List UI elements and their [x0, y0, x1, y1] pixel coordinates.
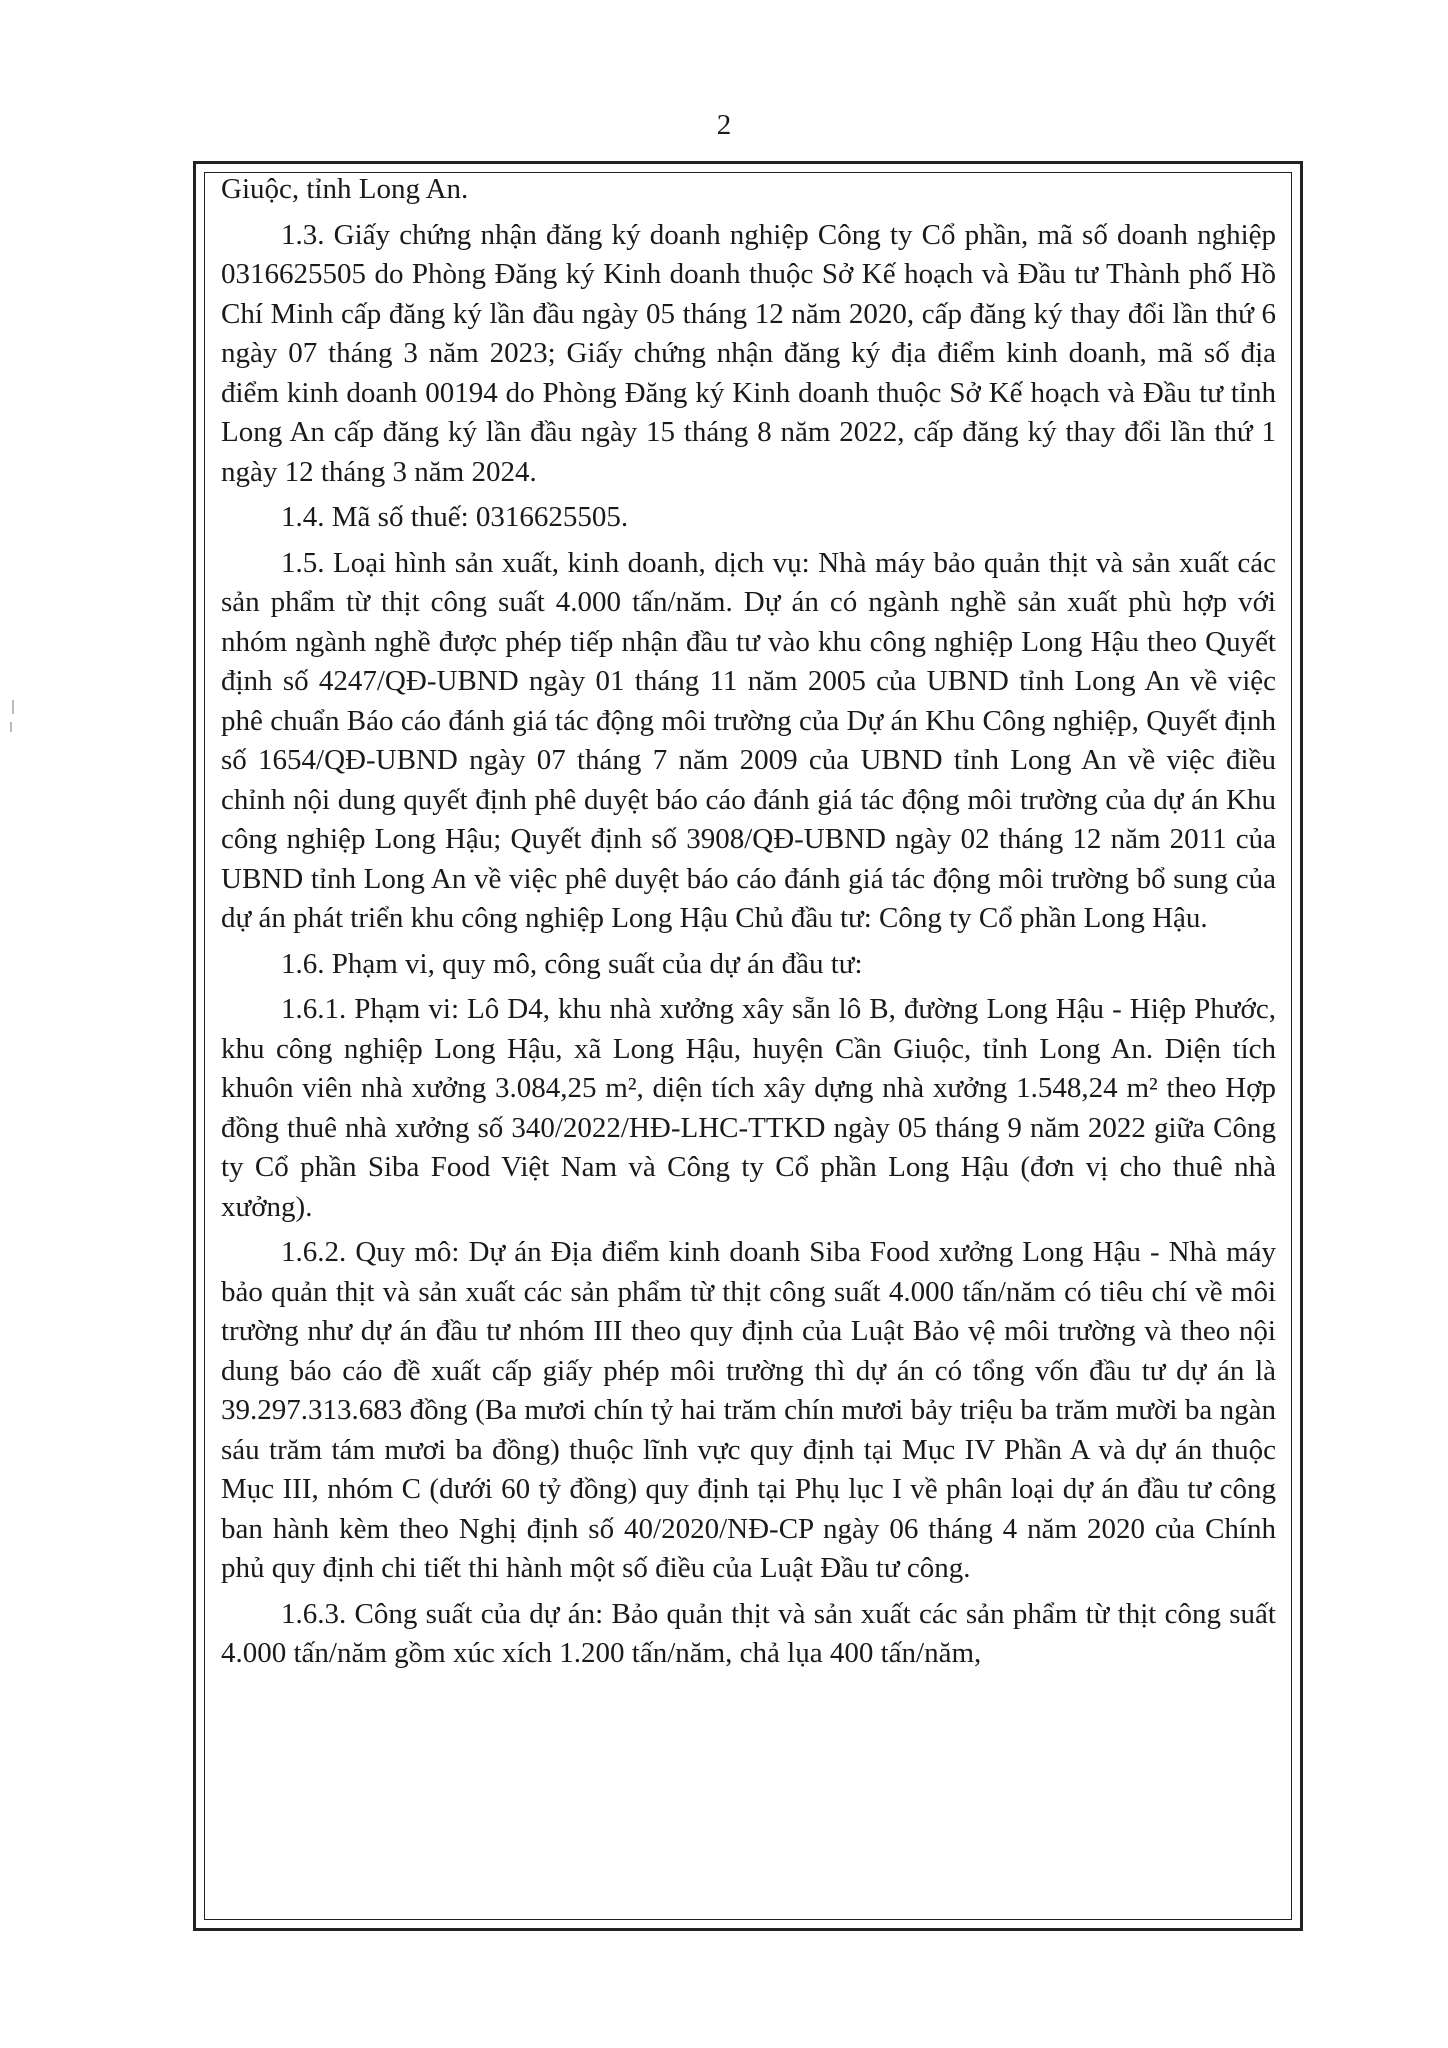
- paragraph-1-4-tax-code: 1.4. Mã số thuế: 0316625505.: [281, 501, 629, 533]
- scan-artifact: [10, 722, 12, 732]
- document-body: [221, 170, 1276, 1920]
- paragraph-1-6-3-capacity: 1.6.3. Công suất của dự án: Bảo quản thịt và sản xuất các sản phẩm từ thịt công suất 4.000 tấn/năm gồm xúc xích 1.200 tấn/năm, chả lụa 400 tấn/năm,: [221, 1597, 1276, 1669]
- paragraph-1-6-scope-heading: 1.6. Phạm vi, quy mô, công suất của dự án đầu tư:: [281, 947, 863, 980]
- scan-artifact: [12, 700, 14, 714]
- paragraph-continuation: Giuộc, tỉnh Long An.: [221, 173, 469, 205]
- page-number: 2: [716, 109, 732, 141]
- paragraph-1-5-business-type: 1.5. Loại hình sản xuất, kinh doanh, dịch vụ: Nhà máy bảo quản thịt và sản xuất các sản phẩm từ thịt công suất 4.000 tấn/năm. Dự án có ngành nghề sản xuất phù hợp với nhóm ngành nghề được phép tiếp nhận đầu tư vào khu công nghiệp Long Hậu theo Quyết định số 4247/QĐ-UBND ngày 01 tháng 11 năm 2005 của UBND tỉnh Long An về việc phê chuẩn Báo cáo đánh giá tác động môi trường của Dự án Khu Công nghiệp, Quyết định số 1654/QĐ-UBND ngày 07 tháng 7 năm 2009 của UBND tỉnh Long An về việc điều chỉnh nội dung quyết định phê duyệt báo cáo đánh giá tác động môi trường của dự án Khu công nghiệp Long Hậu; Quyết định số 3908/QĐ-UBND ngày 02 tháng 12 năm 2011 của UBND tỉnh Long An về việc phê duyệt báo cáo đánh giá tác động môi trường bổ sung của dự án phát triển khu công nghiệp Long Hậu Chủ đầu tư: Công ty Cổ phần Long Hậu.: [221, 546, 1276, 934]
- paragraph-1-3-business-registration: 1.3. Giấy chứng nhận đăng ký doanh nghiệp Công ty Cổ phần, mã số doanh nghiệp 0316625505 do Phòng Đăng ký Kinh doanh thuộc Sở Kế hoạch và Đầu tư Thành phố Hồ Chí Minh cấp đăng ký lần đầu ngày 05 tháng 12 năm 2020, cấp đăng ký thay đổi lần thứ 6 ngày 07 tháng 3 năm 2023; Giấy chứng nhận đăng ký địa điểm kinh doanh, mã số địa điểm kinh doanh 00194 do Phòng Đăng ký Kinh doanh thuộc Sở Kế hoạch và Đầu tư tỉnh Long An cấp đăng ký lần đầu ngày 15 tháng 8 năm 2022, cấp đăng ký thay đổi lần thứ 1 ngày 12 tháng 3 năm 2024.: [221, 218, 1276, 488]
- paragraph-1-6-1-scope: 1.6.1. Phạm vi: Lô D4, khu nhà xưởng xây sẵn lô B, đường Long Hậu - Hiệp Phước, khu công nghiệp Long Hậu, xã Long Hậu, huyện Cần Giuộc, tỉnh Long An. Diện tích khuôn viên nhà xưởng 3.084,25 m², diện tích xây dựng nhà xưởng 1.548,24 m² theo Hợp đồng thuê nhà xưởng số 340/2022/HĐ-LHC-TTKD ngày 05 tháng 9 năm 2022 giữa Công ty Cổ phần Siba Food Việt Nam và Công ty Cổ phần Long Hậu (đơn vị cho thuê nhà xưởng).: [221, 993, 1276, 1223]
- paragraph-1-6-2-scale: 1.6.2. Quy mô: Dự án Địa điểm kinh doanh Siba Food xưởng Long Hậu - Nhà máy bảo quản thịt và sản xuất các sản phẩm từ thịt công suất 4.000 tấn/năm có tiêu chí về môi trường như dự án đầu tư nhóm III theo quy định của Luật Bảo vệ môi trường và theo nội dung báo cáo đề xuất cấp giấy phép môi trường thì dự án có tổng vốn đầu tư dự án là 39.297.313.683 đồng (Ba mươi chín tỷ hai trăm chín mươi bảy triệu ba trăm mười ba ngàn sáu trăm tám mươi ba đồng) thuộc lĩnh vực quy định tại Mục IV Phần A và dự án thuộc Mục III, nhóm C (dưới 60 tỷ đồng) quy định tại Phụ lục I về phân loại dự án đầu tư công ban hành kèm theo Nghị định số 40/2020/NĐ-CP ngày 06 tháng 4 năm 2020 của Chính phủ quy định chi tiết thi hành một số điều của Luật Đầu tư công.: [221, 1236, 1276, 1584]
